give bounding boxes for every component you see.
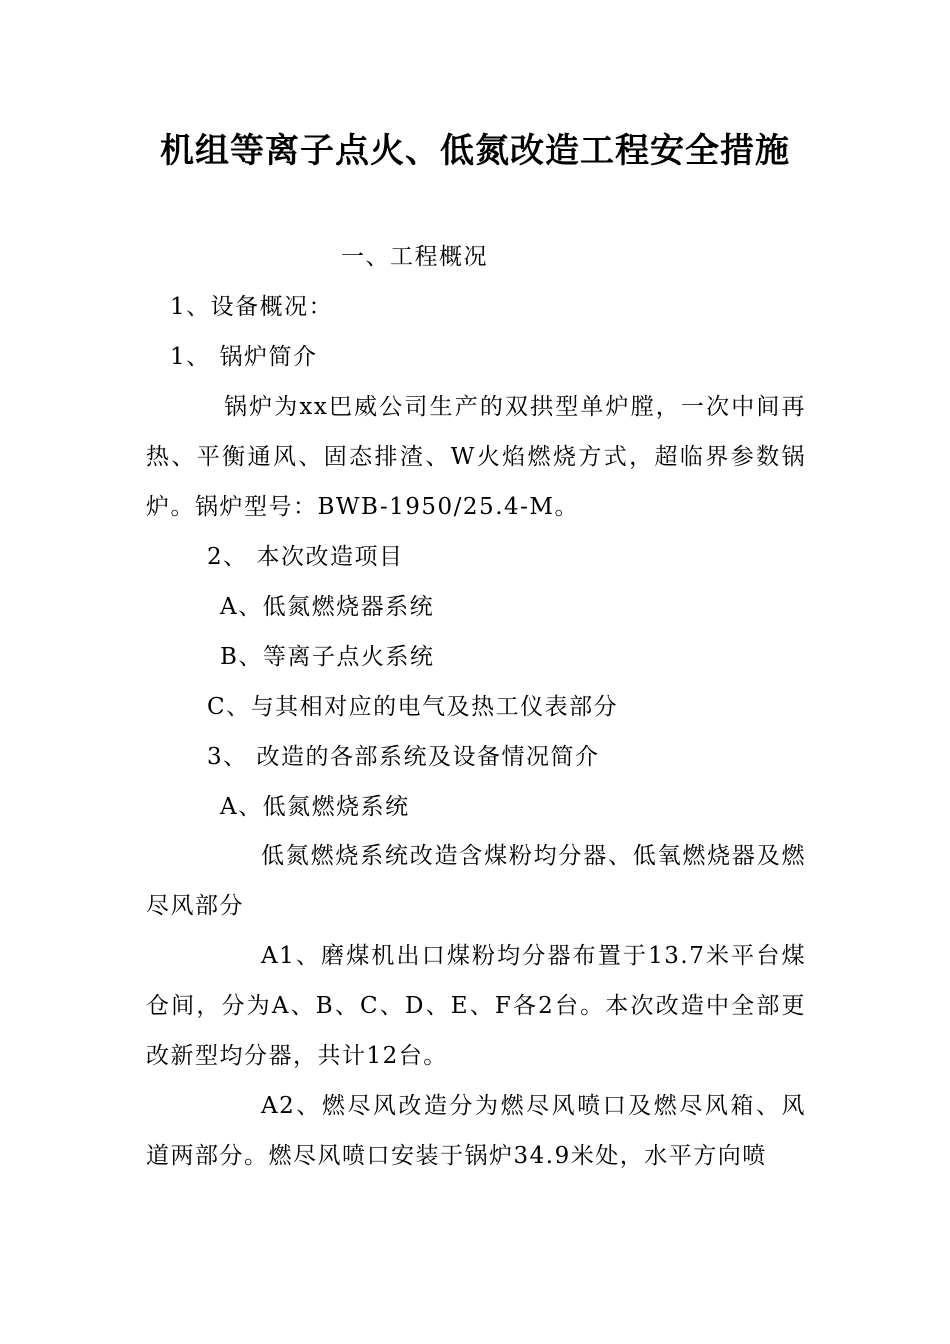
paragraph-low-nox-scope: 低氮燃烧系统改造含煤粉均分器、低氧燃烧器及燃尽风部分 xyxy=(146,843,806,919)
subsection-heading-boiler: 1、 锅炉简介 xyxy=(170,344,318,370)
list-item-low-nox-burner: A、低氮燃烧器系统 xyxy=(220,594,435,620)
subsection-heading-low-nox-system: A、低氮燃烧系统 xyxy=(220,794,410,820)
document-title: 机组等离子点火、低氮改造工程安全措施 xyxy=(160,131,790,171)
subsection-heading-system-overview: 3、 改造的各部系统及设备情况简介 xyxy=(207,744,600,770)
list-item-electrical-instrumentation: C、与其相对应的电气及热工仪表部分 xyxy=(207,694,619,720)
paragraph-boiler-intro: 锅炉为xx巴威公司生产的双拱型单炉膛，一次中间再热、平衡通风、固态排渣、W火焰燃烧方式，超临界参数锅炉。锅炉型号：BWB-1950/25.4-M。 xyxy=(146,394,806,520)
subsection-heading-equipment: 1、设备概况： xyxy=(170,294,334,320)
subsection-heading-retrofit-items: 2、 本次改造项目 xyxy=(207,544,404,570)
paragraph-a2-overfire-air: A2、燃尽风改造分为燃尽风喷口及燃尽风箱、风道两部分。燃尽风喷口安装于锅炉34.9米处，水平方向喷 xyxy=(146,1093,806,1169)
section-heading-project-overview: 一、工程概况 xyxy=(341,244,488,270)
list-item-plasma-ignition: B、等离子点火系统 xyxy=(220,644,435,670)
paragraph-a1-distributor: A1、磨煤机出口煤粉均分器布置于13.7米平台煤仓间，分为A、B、C、D、E、F各2台。本次改造中全部更改新型均分器，共计12台。 xyxy=(146,943,806,1069)
